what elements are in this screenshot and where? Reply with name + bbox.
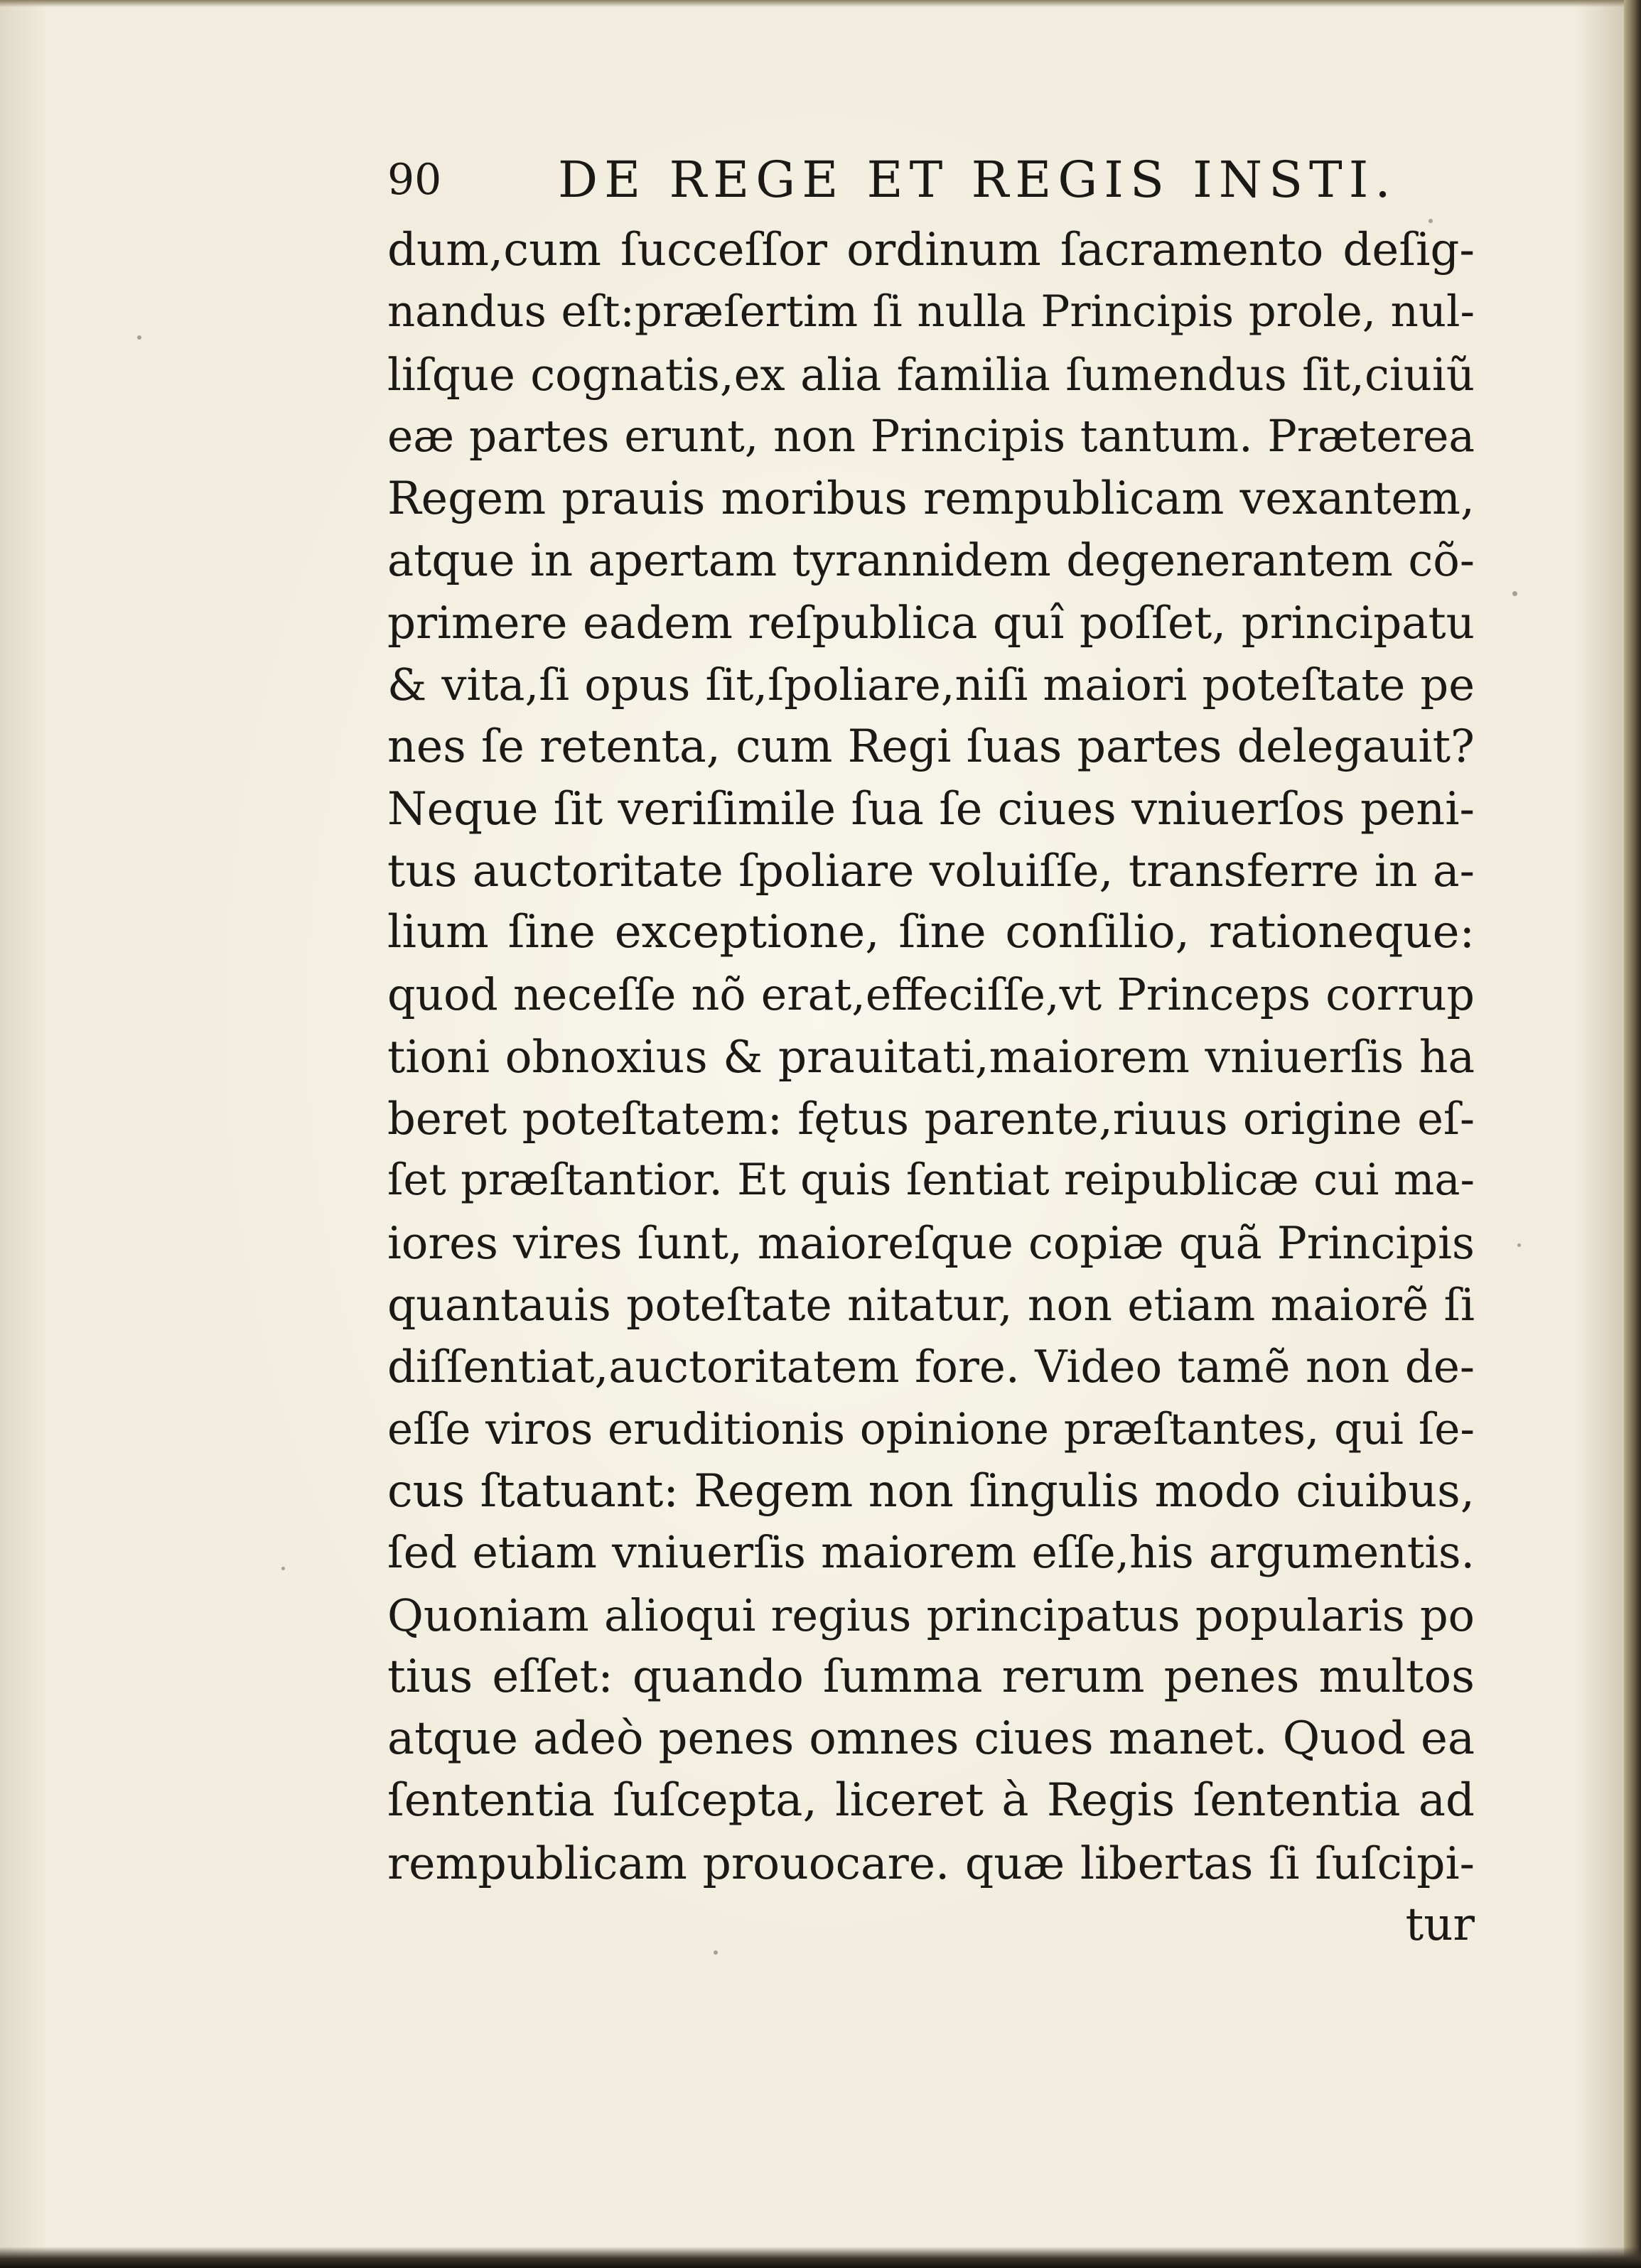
text-line: Quoniam alioqui regius principatus popularis po	[387, 1589, 1475, 1641]
catchword: tur	[1405, 1899, 1475, 1952]
text-line: eæ partes erunt, non Principis tantum. Præterea	[387, 411, 1475, 462]
body-text	[387, 220, 1475, 1956]
text-line: liſque cognatis,ex alia familia ſumendus ſit,ciuiũ	[387, 348, 1475, 401]
page-binding-edge	[1624, 0, 1641, 2268]
text-line: quod neceſſe nõ erat,effeciſſe,vt Princeps corrup	[387, 968, 1475, 1020]
text-line: eſſe viros eruditionis opinione præſtantes, qui ſe-	[387, 1403, 1475, 1454]
running-title: DE REGE ET REGIS INSTI.	[558, 151, 1397, 209]
text-line: ſet præſtantior. Et quis ſentiat reipublicæ cui ma-	[387, 1155, 1475, 1206]
text-line: ſed etiam vniuerſis maiorem eſſe,his argumentis.	[387, 1528, 1475, 1579]
text-line: Regem prauis moribus rempublicam vexantem,	[387, 472, 1475, 525]
text-line: tius eſſet: quando ſumma rerum penes multos	[387, 1650, 1475, 1703]
text-line: diſſentiat,auctoritatem fore. Video tamẽ non de-	[387, 1341, 1475, 1393]
text-line: quantauis poteſtate nitatur, non etiam maiorẽ ſi	[387, 1279, 1475, 1332]
text-line: nes ſe retenta, cum Regi ſuas partes delegauit?	[387, 720, 1475, 773]
paper-speck	[1517, 1243, 1521, 1247]
text-line: primere eadem reſpublica quî poſſet, principatu	[387, 596, 1475, 649]
paper-speck	[1512, 591, 1517, 596]
paper-speck	[137, 335, 141, 340]
text-block	[387, 146, 1475, 1956]
text-line: rempublicam prouocare. quæ libertas ſi ſuſcipi-	[387, 1836, 1475, 1889]
text-line: lium ſine exceptione, ſine conſilio, rationeque:	[387, 906, 1475, 959]
text-line: tus auctoritate ſpoliare voluiſſe, transferre in a-	[387, 843, 1475, 897]
running-head	[387, 146, 1475, 214]
page-bottom-edge	[0, 2247, 1641, 2268]
text-line: ſententia ſuſcepta, liceret à Regis ſententia ad	[387, 1774, 1475, 1827]
text-line: atque adeò penes omnes ciues manet. Quod ea	[387, 1712, 1475, 1766]
page-number: 90	[387, 155, 442, 205]
text-line: Neque ſit veriſimile ſua ſe ciues vniuerſos peni-	[387, 782, 1475, 835]
text-line: beret poteſtatem: fętus parente,riuus origine eſ-	[387, 1093, 1475, 1145]
text-line: cus ſtatuant: Regem non ſingulis modo ciuibus,	[387, 1464, 1475, 1517]
page-top-edge	[0, 0, 1641, 7]
text-line: dum,cum ſucceſſor ordinum ſacramento deſig-	[387, 224, 1475, 276]
text-line: iores vires ſunt, maioreſque copiæ quã Principis	[387, 1216, 1475, 1269]
text-line: tioni obnoxius & prauitati,maiorem vniuerſis ha	[387, 1030, 1475, 1083]
text-line: nandus eſt:præſertim ſi nulla Principis prole, nul-	[387, 287, 1475, 338]
text-line: atque in apertam tyrannidem degenerantem cõ-	[387, 534, 1475, 587]
paper-speck	[281, 1567, 285, 1570]
text-line: & vita,ſi opus ſit,ſpoliare,niſi maiori poteſtate pe	[387, 659, 1475, 711]
